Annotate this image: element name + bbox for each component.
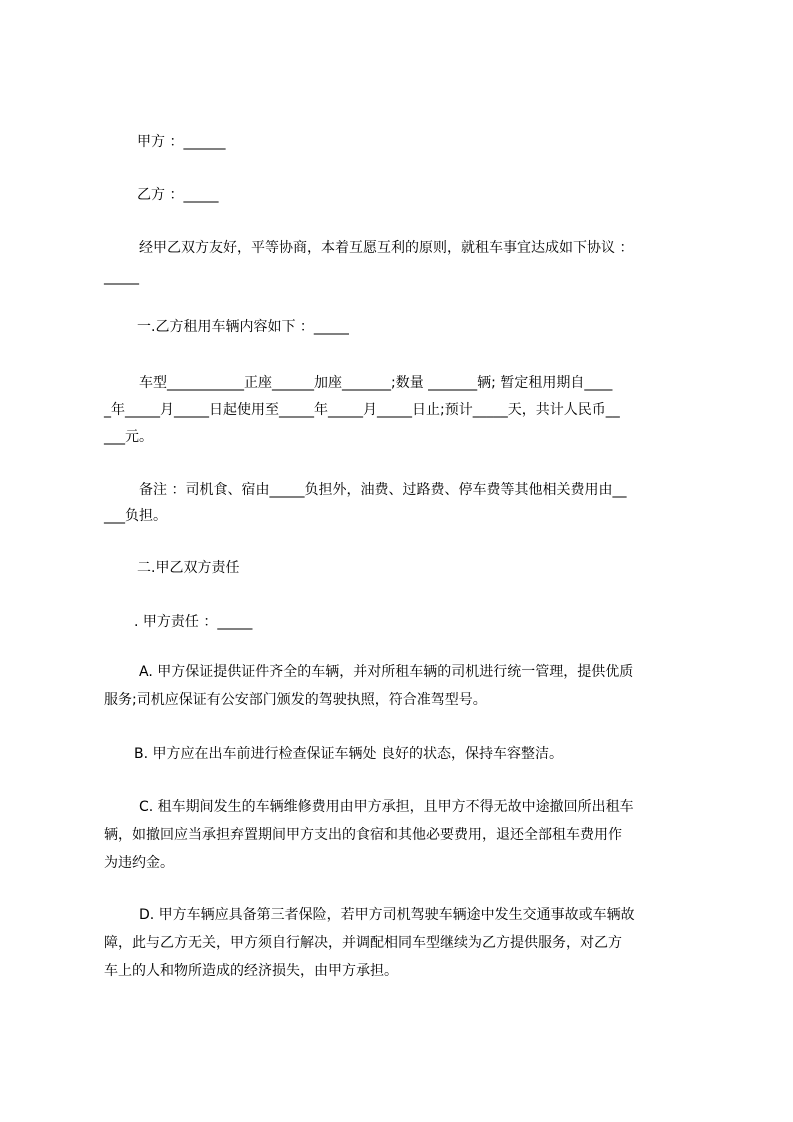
clause-a-line: 服务;司机应保证有公安部门颁发的驾驶执照，符合准驾型号。 <box>104 692 487 708</box>
intro-line: _____ <box>104 269 139 285</box>
section-two-title: 二.甲乙双方责任 <box>137 560 240 576</box>
remark-line: ___负担。 <box>104 508 167 524</box>
intro-line: 经甲乙双方友好，平等协商，本着互愿互利的原则，就租车事宜达成如下协议 ： <box>139 240 634 256</box>
section-one-title: 一.乙方租用车辆内容如下 ：_____ <box>137 319 349 335</box>
clause-a-line: A. 甲方保证提供证件齐全的车辆，并对所租车辆的司机进行统一管理，提供优质 <box>139 664 634 680</box>
clause-c-line: 为违约金。 <box>104 855 174 871</box>
party-a-field: 甲方 ：______ <box>137 134 226 150</box>
vehicle-details-line: _年_____月_____日起使用至_____年_____月_____日止;预计_____天，共计人民币__ <box>104 402 620 418</box>
clause-d-line: 障，此与乙方无关，甲方须自行解决，并调配相同车型继续为乙方提供服务，对乙方 <box>104 935 622 951</box>
clause-d-line: D. 甲方车辆应具备第三者保险，若甲方司机驾驶车辆途中发生交通事故或车辆故 <box>139 907 635 923</box>
clause-b-line: B. 甲方应在出车前进行检查保证车辆处 良好的状态，保持车容整洁。 <box>134 746 563 762</box>
clause-d-line: 车上的人和物所造成的经济损失，由甲方承担。 <box>104 963 398 979</box>
clause-c-line: C. 租车期间发生的车辆维修费用由甲方承担，且甲方不得无故中途撤回所出租车 <box>139 799 634 815</box>
vehicle-details-line: 车型___________正座______加座_______;数量 _______辆; 暂定租用期自____ <box>139 375 613 391</box>
remark-line: 备注 ：司机食、宿由_____负担外，油费、过路费、停车费等其他相关费用由__ <box>139 482 627 498</box>
clause-c-line: 辆，如撤回应当承担弃置期间甲方支出的食宿和其他必要费用，退还全部租车费用作 <box>104 827 622 843</box>
vehicle-details-line: ___元。 <box>104 429 153 445</box>
party-a-duty-title: . 甲方责任 ：_____ <box>134 614 253 630</box>
party-b-field: 乙方 ：_____ <box>137 187 219 203</box>
